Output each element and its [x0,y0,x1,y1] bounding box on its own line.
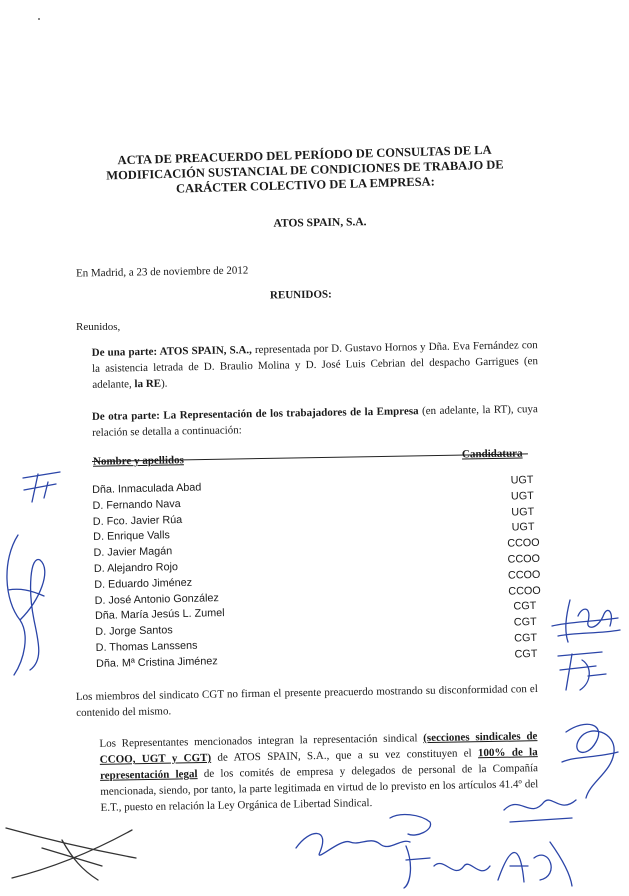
representative-name: D. Fernando Nava [92,497,181,512]
representative-name: Dña. Inmaculada Abad [92,481,202,496]
table-header-name: Nombre y apellidos [92,454,184,468]
company-name: ATOS SPAIN, S.A. [273,216,367,230]
representative-candidatura: CCOO [507,552,541,566]
signature-bottom-left [2,818,142,888]
signature-right-2 [552,646,612,696]
representative-candidatura: CGT [513,600,537,613]
representative-candidatura: CCOO [508,584,541,598]
secciones-sindicales: (secciones sindicales de CCOO, UGT y CGT) [99,730,538,766]
reunidos-label: Reunidos, [76,321,121,333]
representative-name: D. Fco. Javier Rúa [92,513,183,528]
representative-candidatura: CCOO [507,568,541,582]
signature-right-3 [556,712,626,802]
parte-otra-lead: De otra parte: La Representación de los trabajadores de la Empresa [91,405,419,423]
representative-name: D. Enrique Valls [93,529,170,544]
representative-name: Dña. María Jesús L. Zumel [94,607,225,623]
parte-una-abbr: la RE [134,377,162,391]
representative-name: D. Jorge Santos [95,624,173,639]
signature-left-top [18,468,68,508]
representacion-text-2: de ATOS SPAIN, S.A., que a su vez constituyen el [210,747,479,764]
parte-otra-paragraph [92,401,538,441]
parte-otra-text: (en adelante, la RT), cuya relación se detalla a continuación: [92,403,538,439]
representative-candidatura: UGT [511,521,535,534]
table-header-candidatura: Candidatura [461,447,523,461]
signature-right-1 [548,596,626,646]
representative-candidatura: UGT [510,473,534,487]
document-title: ACTA DE PREACUERDO DEL PERÍODO DE CONSULTAS DE LA MODIFICACIÓN SUSTANCIAL DE CONDICIONES DE TRABAJO DE CARÁCTER COLECTIVO DE LA EMPRESA: [106,142,504,196]
representative-candidatura: CCOO [507,537,540,550]
date-line: En Madrid, a 23 de noviembre de 2012 [75,264,249,280]
representative-candidatura: UGT [510,489,534,503]
representative-candidatura: UGT [511,505,535,519]
representative-candidatura: CGT [514,631,538,645]
representative-candidatura: CGT [514,647,538,661]
representative-name: D. Eduardo Jiménez [94,576,193,591]
representative-candidatura: CGT [513,616,537,629]
parte-una-paragraph [92,337,539,393]
scan-speck [38,18,40,20]
representative-name: D. Thomas Lanssens [95,639,198,654]
signature-bottom-right [500,790,580,830]
parte-una-lead: De una parte: ATOS SPAIN, S.A., [91,344,252,359]
representative-name: Dña. Mª Cristina Jiménez [95,654,218,670]
parte-una-text: representada por D. Gustavo Hornos y Dña. Eva Fernández con la asistencia letrada de D. Braulio Molina y D. José Luis Cebrian del despacho Garrigues (en adelante, [91,339,539,391]
representacion-text-3: de los comités de empresa y delegados de personal de la Compañía mencionada, siendo, por tanto, la parte legitimada en virtud de lo previsto en los artículos 41.4º del E.T., puesto en relación la Ley Orgánica de Libertad Sindical. [100,762,539,814]
representative-name: D. Javier Magán [93,545,173,560]
representative-name: D. José Antonio González [94,591,219,607]
reunidos-heading: REUNIDOS: [269,288,332,302]
representative-name: D. Alejandro Rojo [93,561,179,575]
representacion-paragraph [99,728,538,816]
parte-una-tail: ). [160,377,168,390]
cgt-note: Los miembros del sindicato CGT no firman el presente preacuerdo mostrando su disconformidad con el contenido del mismo. [75,682,538,720]
representacion-text-1: Los Representantes mencionados integran la representación sindical [99,732,424,750]
signature-left-large [0,530,60,680]
representacion-legal: 100% de la representación legal [99,746,538,782]
representatives-table [92,474,542,674]
signature-bottom-abad [400,836,580,892]
